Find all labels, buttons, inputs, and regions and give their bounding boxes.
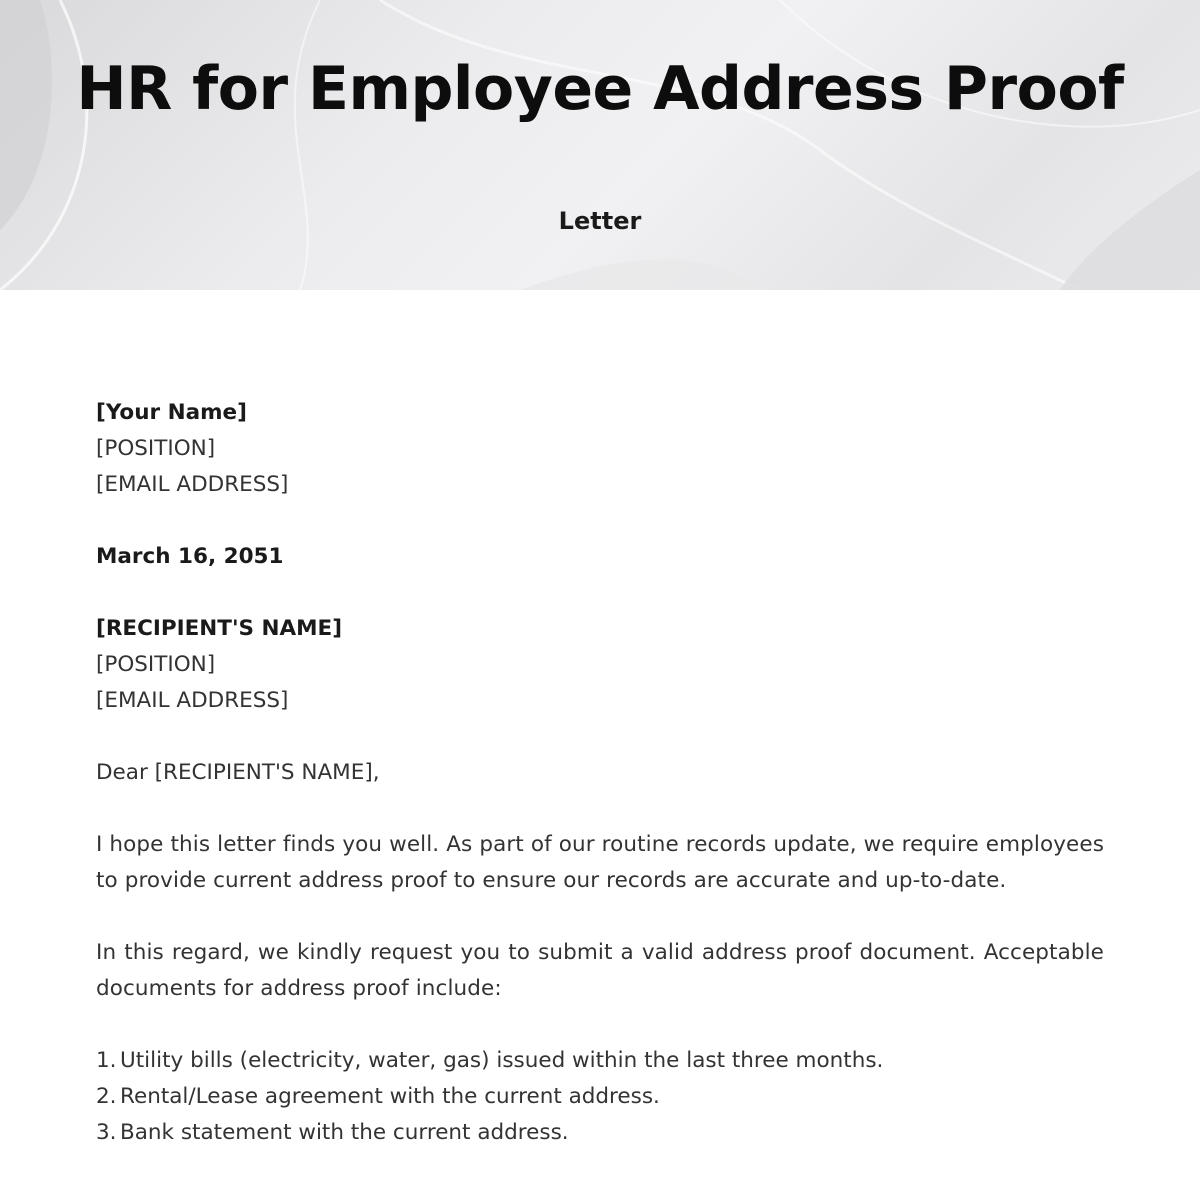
- sender-email: [EMAIL ADDRESS]: [96, 472, 289, 497]
- list-number: 2.: [96, 1084, 117, 1109]
- letter-date: March 16, 2051: [96, 544, 284, 569]
- list-number: 3.: [96, 1120, 117, 1145]
- list-item: [96, 1079, 1104, 1115]
- list-item: [96, 1043, 1104, 1079]
- list-text: Utility bills (electricity, water, gas) issued within the last three months.: [120, 1048, 884, 1073]
- decorative-waves: [0, 0, 1200, 290]
- recipient-position: [POSITION]: [96, 652, 216, 677]
- page-subtitle: Letter: [558, 207, 642, 235]
- salutation: Dear [RECIPIENT'S NAME],: [96, 760, 380, 785]
- paragraph-request: In this regard, we kindly request you to submit a valid address proof document. Acceptable documents for address proof include:: [96, 940, 1104, 1001]
- letter-body: [96, 395, 1104, 1151]
- list-text: Rental/Lease agreement with the current address.: [120, 1084, 660, 1109]
- recipient-email: [EMAIL ADDRESS]: [96, 688, 289, 713]
- list-item: [96, 1115, 1104, 1151]
- recipient-name: [RECIPIENT'S NAME]: [96, 616, 343, 641]
- document-list: [96, 1043, 1104, 1151]
- list-number: 1.: [96, 1048, 117, 1073]
- sender-name: [Your Name]: [96, 400, 247, 425]
- paragraph-intro: I hope this letter finds you well. As part of our routine records update, we require employees to provide current address proof to ensure our records are accurate and up-to-date.: [96, 832, 1104, 893]
- sender-position: [POSITION]: [96, 436, 216, 461]
- page-title: HR for Employee Address Proof: [76, 54, 1124, 124]
- list-text: Bank statement with the current address.: [120, 1120, 569, 1145]
- header-banner: [0, 0, 1200, 290]
